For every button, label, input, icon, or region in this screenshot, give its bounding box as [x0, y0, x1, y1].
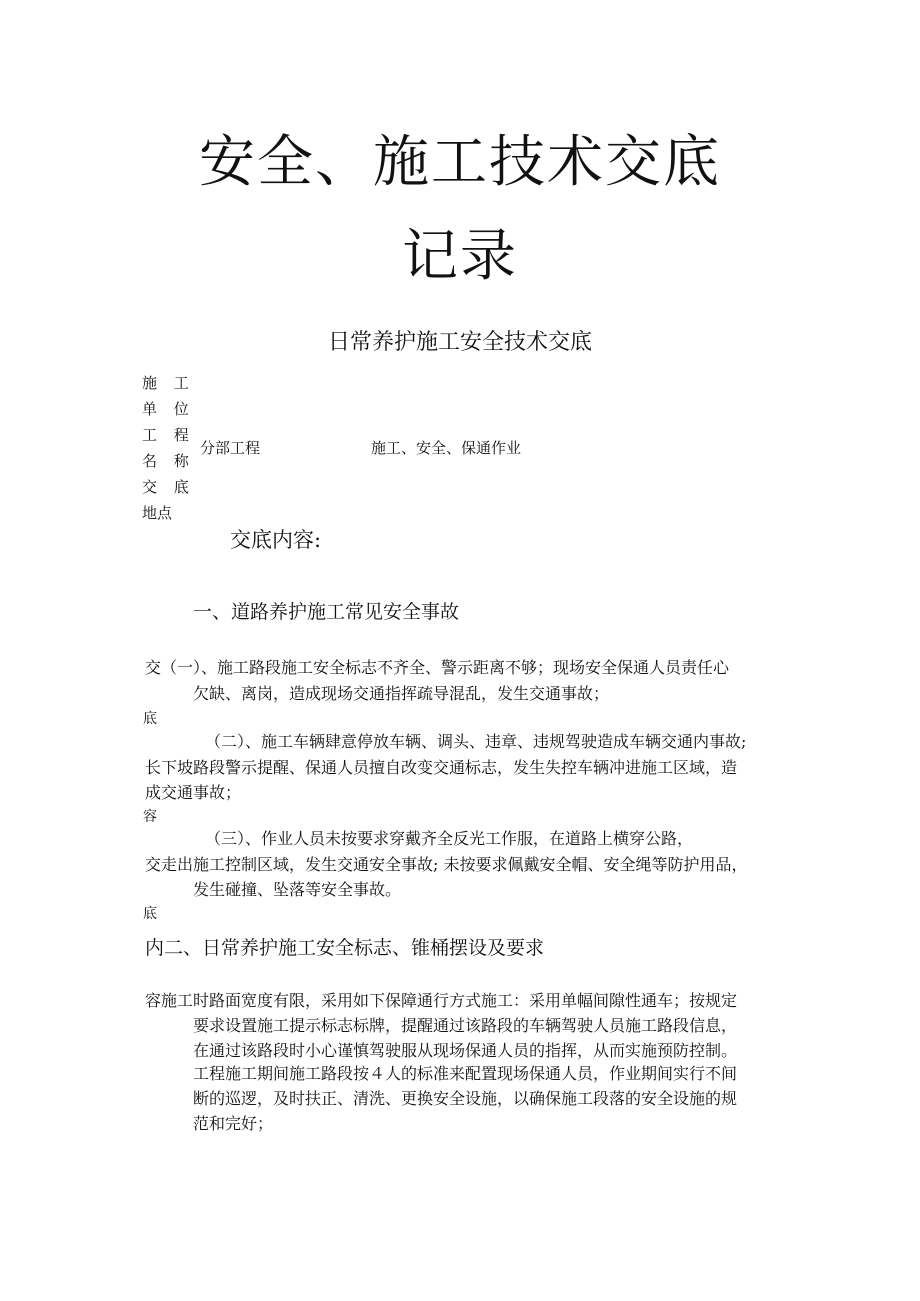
document-title-line1: 安全、施工技术交底: [199, 130, 721, 195]
section2-line: 工程施工期间施工路段按４人的标准来配置现场保通人员，作业期间实行不间: [193, 1064, 738, 1083]
label-construction: 施 工: [142, 374, 195, 392]
side-char-3: 底: [143, 906, 157, 922]
section1-item1-line1: 交（一）、施工路段施工安全标志不齐全、警示距离不够；现场安全保通人员责任心: [145, 658, 730, 677]
document-subtitle: 日常养护施工安全技术交底: [327, 330, 592, 355]
document-title-line2: 记录: [402, 224, 518, 289]
label-project: 工 程: [142, 426, 195, 444]
label-location: 地点: [142, 504, 173, 522]
section1-item3-line1: （三）、作业人员未按要求穿戴齐全反光工作服，在道路上横穿公路，: [205, 829, 694, 848]
section2-line: 要求设置施工提示标志标牌，提醒通过该路段的车辆驾驶人员施工路段信息，: [193, 1016, 738, 1035]
section2-line: 在通过该路段时小心谨慎驾驶服从现场保通人员的指挥，从而实施预防控制。: [193, 1041, 738, 1060]
section1-item2-line2: 长下坡路段警示提醒、保通人员擅自改变交通标志，发生失控车辆冲进施工区域，造: [145, 758, 738, 777]
side-char-1: 底: [143, 711, 157, 727]
sub-project-value: 分部工程: [200, 439, 261, 457]
label-name: 名 称: [142, 452, 195, 470]
section1-item3-line3: 发生碰撞、坠落等安全事故。: [193, 880, 402, 899]
section1-item3-line2: 交走出施工控制区域，发生交通安全事故; 未按要求佩戴安全帽、安全绳等防护用品，: [145, 855, 748, 874]
section1-item2-line3: 成交通事故；: [145, 783, 242, 802]
section2-line: 容施工时路面宽度有限，采用如下保障通行方式施工：采用单幅间隙性通车；按规定: [145, 991, 738, 1010]
work-type-value: 施工、安全、保通作业: [371, 439, 522, 457]
section2-heading: 内二、日常养护施工安全标志、锥桶摆设及要求: [145, 937, 545, 959]
section2-line: 断的巡逻，及时扶正、清洗、更换安全设施，以确保施工段落的安全设施的规: [193, 1089, 738, 1108]
section1-item1-line2: 欠缺、离岗，造成现场交通指挥疏导混乱，发生交通事故；: [193, 684, 610, 703]
section2-line: 范和完好；: [193, 1114, 274, 1133]
content-heading: 交底内容:: [230, 528, 322, 552]
side-char-2: 容: [143, 809, 157, 825]
label-handover: 交 底: [142, 478, 195, 496]
section1-item2-line1: （二）、施工车辆肆意停放车辆、调头、违章、违规驾驶造成车辆交通内事故;: [205, 732, 747, 751]
section1-heading: 一、道路养护施工常见安全事故: [193, 601, 460, 623]
label-unit: 单 位: [142, 400, 195, 418]
